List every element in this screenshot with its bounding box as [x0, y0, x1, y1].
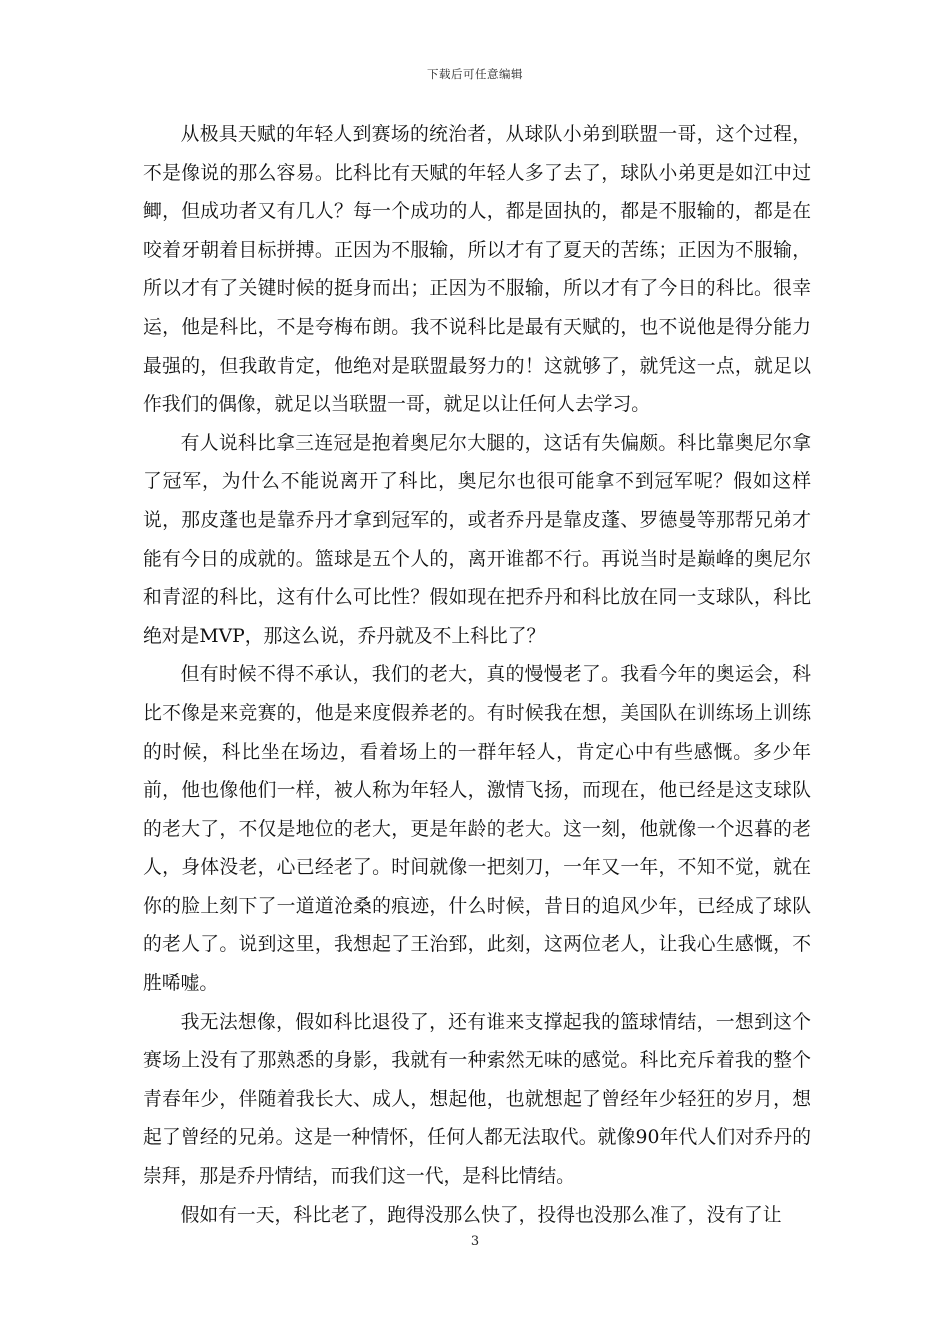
paragraph-5: 假如有一天，科比老了，跑得没那么快了，投得也没那么准了，没有了让 [180, 1204, 782, 1226]
page-number: 3 [470, 1234, 480, 1249]
paragraph-2: 有人说科比拿三连冠是抱着奥尼尔大腿的，这话有失偏颇。科比靠奥尼尔拿了冠军，为什么不能说离开了科比，奥尼尔也很可能拿不到冠军呢？假如这样说，那皮蓬也是靠乔丹才拿到冠军的，或者乔丹是靠皮蓬、罗德曼等那帮兄弟才能有今日的成就的。篮球是五个人的，离开谁都不行。再说当时是巅峰的奥尼尔和青涩的科比，这有什么可比性？假如现在把乔丹和科比放在同一支球队，科比绝对是MVP，那这么说，乔丹就及不上科比了？ [143, 432, 811, 647]
body-text [143, 116, 811, 1235]
paragraph-3: 但有时候不得不承认，我们的老大，真的慢慢老了。我看今年的奥运会，科比不像是来竞赛的，他是来度假养老的。有时候我在想，美国队在训练场上训练的时候，科比坐在场边，看着场上的一群年轻人，肯定心中有些感慨。多少年前，他也像他们一样，被人称为年轻人，激情飞扬，而现在，他已经是这支球队的老大了，不仅是地位的老大，更是年龄的老大。这一刻，他就像一个迟暮的老人，身体没老，心已经老了。时间就像一把刻刀，一年又一年，不知不觉，就在你的脸上刻下了一道道沧桑的痕迹，什么时候，昔日的追风少年，已经成了球队的老人了。说到这里，我想起了王治郅，此刻，这两位老人，让我心生感慨，不胜唏嘘。 [143, 664, 811, 995]
paragraph-4: 我无法想像，假如科比退役了，还有谁来支撑起我的篮球情结，一想到这个赛场上没有了那熟悉的身影，我就有一种索然无味的感觉。科比充斥着我的整个青春年少，伴随着我长大、成人，想起他，也就想起了曾经年少轻狂的岁月，想起了曾经的兄弟。这是一种情怀，任何人都无法取代。就像90年代人们对乔丹的崇拜，那是乔丹情结，而我们这一代，是科比情结。 [143, 1011, 811, 1188]
page-header: 下载后可任意编辑 [427, 67, 523, 81]
paragraph-1: 从极具天赋的年轻人到赛场的统治者，从球队小弟到联盟一哥，这个过程，不是像说的那么容易。比科比有天赋的年轻人多了去了，球队小弟更是如江中过鲫，但成功者又有几人？每一个成功的人，都是固执的，都是不服输的，都是在咬着牙朝着目标拼搏。正因为不服输，所以才有了夏天的苦练；正因为不服输，所以才有了关键时候的挺身而出；正因为不服输，所以才有了今日的科比。很幸运，他是科比，不是夸梅布朗。我不说科比是最有天赋的，也不说他是得分能力最强的，但我敢肯定，他绝对是联盟最努力的！这就够了，就凭这一点，就足以作我们的偶像，就足以当联盟一哥，就足以让任何人去学习。 [143, 124, 811, 416]
